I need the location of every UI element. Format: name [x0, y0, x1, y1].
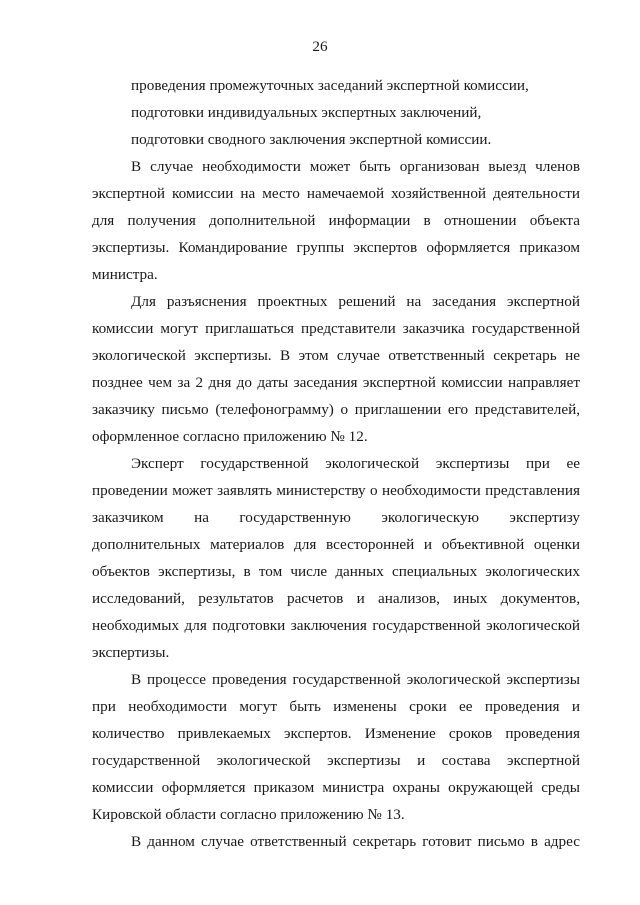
- text-line: экспертизы.: [92, 644, 170, 661]
- text-line: В процессе проведения государственной экологической экспертизы: [131, 671, 580, 688]
- text-line: государственной экологической экспертизы и состава экспертной: [92, 752, 580, 769]
- text-line: министра.: [92, 266, 158, 283]
- text-line: Эксперт государственной экологической экспертизы при ее: [131, 455, 580, 472]
- text-line: Кировской области согласно приложению № 13.: [92, 806, 405, 823]
- text-line: подготовки индивидуальных экспертных заключений,: [131, 104, 482, 121]
- text-line: подготовки сводного заключения экспертной комиссии.: [131, 131, 492, 148]
- text-line: проведении может заявлять министерству о необходимости представления: [92, 482, 580, 499]
- text-line: В случае необходимости может быть организован выезд членов: [131, 158, 580, 175]
- text-line: проведения промежуточных заседаний экспертной комиссии,: [131, 77, 529, 94]
- text-line: экологической экспертизы. В этом случае ответственный секретарь не: [92, 347, 580, 364]
- text-line: Для разъяснения проектных решений на заседания экспертной: [131, 293, 580, 310]
- text-line: количество привлекаемых экспертов. Изменение сроков проведения: [92, 725, 580, 742]
- page-number: 26: [312, 38, 328, 55]
- text-line: экспертизы. Командирование группы экспертов оформляется приказом: [92, 239, 580, 256]
- text-line: для получения дополнительной информации в отношении объекта: [92, 212, 580, 229]
- document-body: [92, 72, 580, 855]
- text-line: исследований, результатов расчетов и анализов, иных документов,: [92, 590, 580, 607]
- text-line: заказчиком на государственную экологическую экспертизу: [92, 509, 580, 526]
- text-line: при необходимости могут быть изменены сроки ее проведения и: [92, 698, 580, 715]
- text-line: комиссии оформляется приказом министра охраны окружающей среды: [92, 779, 580, 796]
- text-line: экспертной комиссии на место намечаемой хозяйственной деятельности: [92, 185, 580, 202]
- text-line: заказчику письмо (телефонограмму) о приглашении его представителей,: [92, 401, 580, 418]
- text-line: оформленное согласно приложению № 12.: [92, 428, 368, 445]
- text-line: позднее чем за 2 дня до даты заседания экспертной комиссии направляет: [92, 374, 580, 391]
- text-line: дополнительных материалов для всесторонней и объективной оценки: [92, 536, 580, 553]
- text-line: комиссии могут приглашаться представители заказчика государственной: [92, 320, 580, 337]
- text-line: необходимых для подготовки заключения государственной экологической: [92, 617, 580, 634]
- text-line: объектов экспертизы, в том числе данных специальных экологических: [92, 563, 580, 580]
- text-line: В данном случае ответственный секретарь готовит письмо в адрес: [131, 833, 580, 850]
